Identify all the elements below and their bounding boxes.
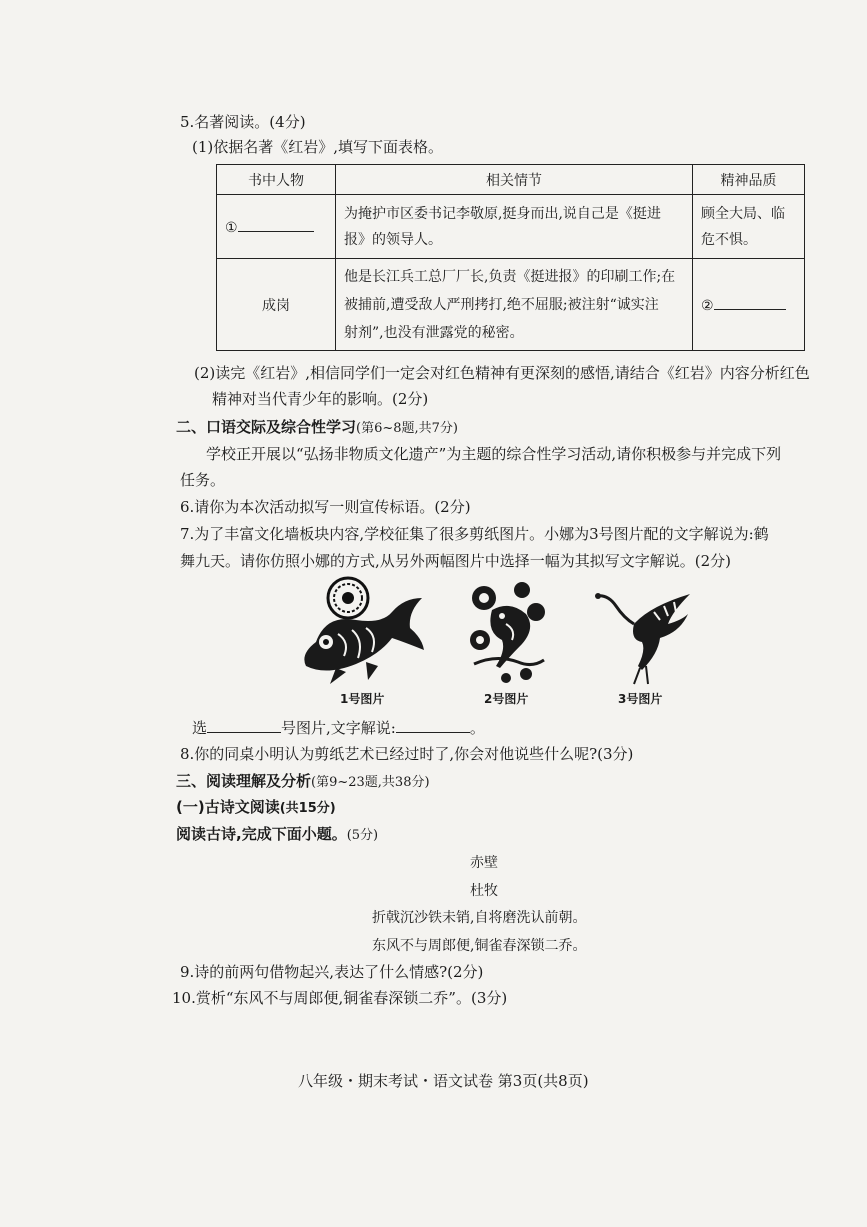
row1-quality-line2: 危不惧。 — [701, 231, 757, 248]
row2-plot-cell — [336, 259, 693, 351]
row2-plot-line2: 被捕前,遭受敌人严刑拷打,绝不屈服;被注射“诚实注 — [344, 296, 659, 313]
row1-plot-line1: 为掩护市区委书记李敬原,挺身而出,说自己是《挺进 — [344, 205, 661, 222]
poem-title: 赤壁 — [470, 855, 498, 871]
q9: 9.诗的前两句借物起兴,表达了什么情感?(2分) — [180, 963, 484, 981]
section2-heading: 二、口语交际及综合性学习(第6~8题,共7分) — [176, 418, 458, 436]
row2-plot-line3: 射剂”,也没有泄露党的秘密。 — [344, 324, 524, 341]
poem-instruction: 阅读古诗,完成下面小题。(5分) — [176, 825, 379, 843]
section2-intro-line2: 任务。 — [180, 471, 226, 489]
circled-number-1: ① — [225, 220, 238, 236]
poem-line2: 东风不与周郎便,铜雀春深锁二乔。 — [372, 938, 587, 954]
table-row — [217, 195, 805, 259]
q5-sub1: (1)依据名著《红岩》,填写下面表格。 — [192, 138, 444, 156]
table-header-plot: 相关情节 — [336, 165, 693, 195]
paper-cut-bird-image — [466, 580, 548, 686]
q10: 10.赏析“东风不与周郎便,铜雀春深锁二乔”。(3分) — [172, 989, 508, 1007]
row1-plot-cell — [336, 195, 693, 259]
answer-blank-2[interactable] — [714, 295, 786, 310]
paper-cut-fish-image — [296, 572, 430, 686]
caption-2: 2号图片 — [484, 692, 529, 706]
row2-plot-line1: 他是长江兵工总厂厂长,负责《挺进报》的印刷工作;在 — [344, 268, 676, 285]
caption-3: 3号图片 — [618, 692, 663, 706]
table-header-quality: 精神品质 — [693, 165, 805, 195]
table-row — [217, 259, 805, 351]
row1-quality-cell — [693, 195, 805, 259]
paper-cut-crane-image — [594, 584, 692, 686]
q7-line2: 舞九天。请你仿照小娜的方式,从另外两幅图片中选择一幅为其拟写文字解说。(2分) — [180, 552, 732, 570]
row1-quality-line1: 顾全大局、临 — [701, 205, 785, 222]
q6: 6.请你为本次活动拟写一则宣传标语。(2分) — [180, 498, 471, 516]
poem-author: 杜牧 — [470, 883, 498, 899]
q7-line1: 7.为了丰富文化墙板块内容,学校征集了很多剪纸图片。小娜为3号图片配的文字解说为:鹤 — [180, 525, 769, 543]
q5-sub2-line2: 精神对当代青少年的影响。(2分) — [212, 390, 429, 408]
q5-sub2-line1: (2)读完《红岩》,相信同学们一定会对红色精神有更深刻的感悟,请结合《红岩》内容分析红色 — [194, 364, 810, 382]
circled-number-2: ② — [701, 298, 714, 314]
section2-intro-line1: 学校正开展以“弘扬非物质文化遗产”为主题的综合性学习活动,请你积极参与并完成下列 — [206, 445, 782, 463]
page-footer: 八年级・期末考试・语文试卷 第3页(共8页) — [298, 1072, 589, 1090]
section3-heading: 三、阅读理解及分析(第9~23题,共38分) — [176, 772, 430, 790]
caption-answer-blank[interactable] — [396, 718, 470, 733]
caption-1: 1号图片 — [340, 692, 385, 706]
row1-plot-line2: 报》的领导人。 — [344, 231, 442, 248]
novel-table — [216, 164, 805, 351]
q7-answer-line: 选 号图片,文字解说: 。 — [192, 719, 485, 737]
q8: 8.你的同桌小明认为剪纸艺术已经过时了,你会对他说些什么呢?(3分) — [180, 745, 634, 763]
figure-number-blank[interactable] — [207, 718, 281, 733]
row2-person-cell: 成岗 — [217, 259, 336, 351]
section3-part1-heading: (一)古诗文阅读(共15分) — [176, 798, 336, 816]
answer-blank-1[interactable] — [238, 217, 314, 232]
row2-quality-cell — [693, 259, 805, 351]
table-header-person: 书中人物 — [217, 165, 336, 195]
row1-person-cell — [217, 195, 336, 259]
poem-line1: 折戟沉沙铁未销,自将磨洗认前朝。 — [372, 910, 587, 926]
q5-title: 5.名著阅读。(4分) — [180, 113, 306, 131]
